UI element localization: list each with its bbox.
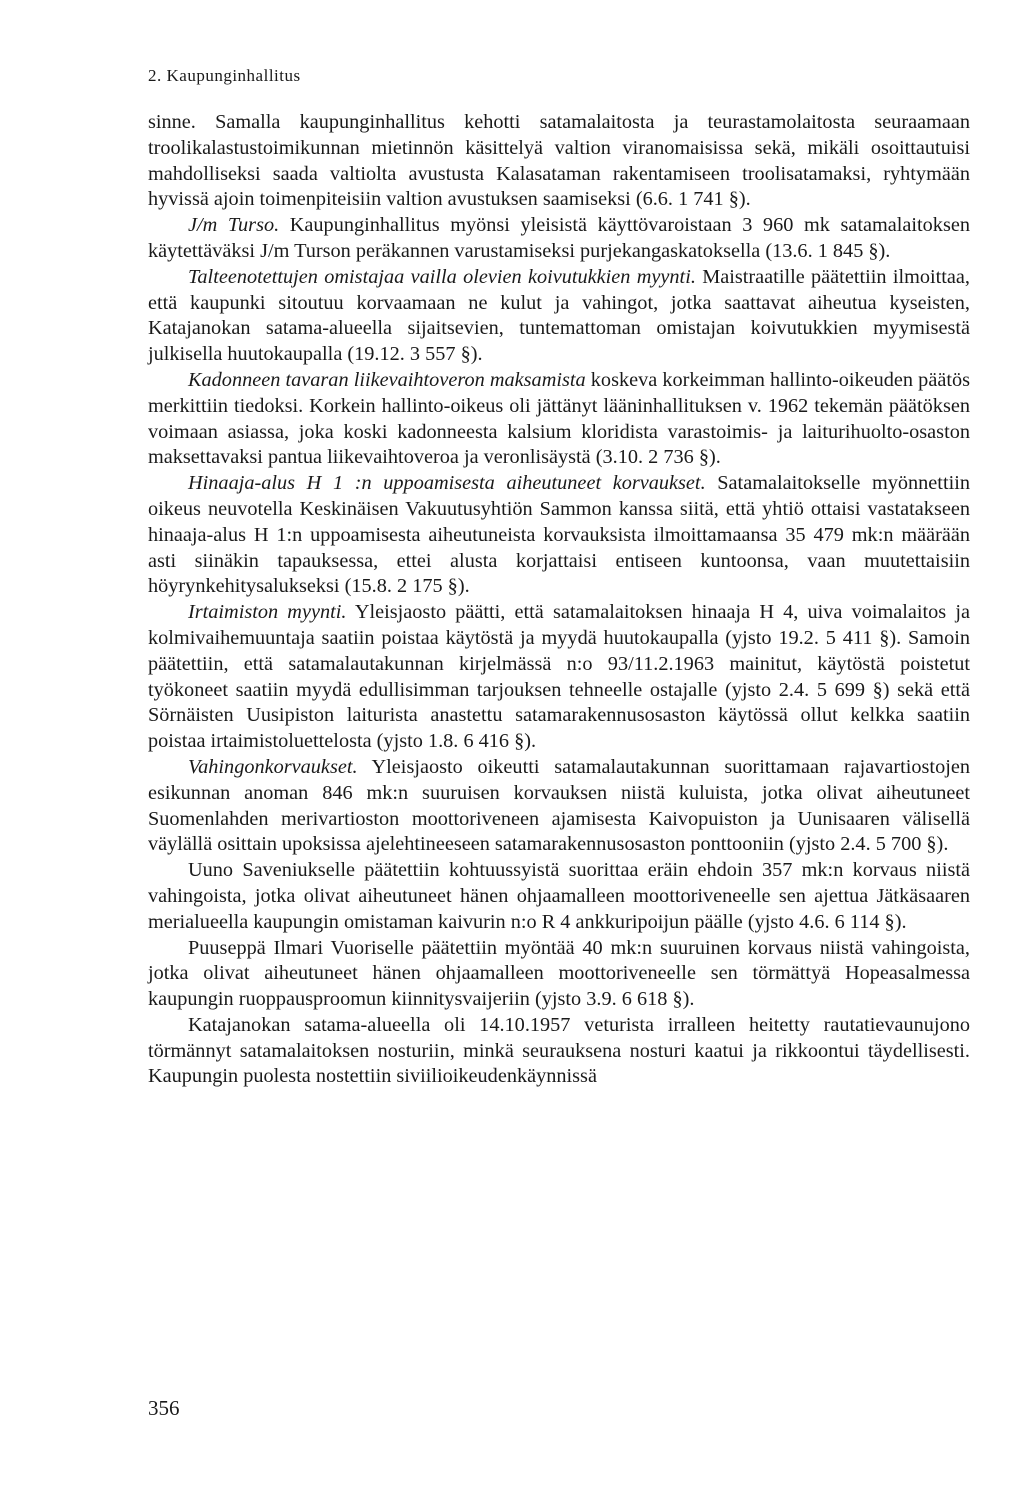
paragraph-heading: Kadonneen tavaran liikevaihtoveron maksamista — [188, 368, 586, 391]
paragraph-liikevaihtovero — [148, 368, 970, 471]
paragraph-text: Uuno Saveniukselle päätettiin kohtuussyistä suorittaa eräin ehdoin 357 mk:n korvaus niistä vahingoista, jotka olivat aiheutuneet hänen ohjaamalleen moottoriveneelle sen ajettua Jätkäsaaren merialueella kaupungin omistaman kaivurin n:o R 4 ankkuripoijun päälle (yjsto 4.6. 6 114 §). — [148, 859, 970, 933]
paragraph-heading: Hinaaja-alus H 1 :n uppoamisesta aiheutuneet korvaukset. — [188, 472, 706, 495]
paragraph-heading: Vahingonkorvaukset. — [188, 755, 358, 778]
running-head: 2. Kaupunginhallitus — [148, 66, 301, 85]
paragraph-heading: J/m Turso. — [188, 214, 280, 237]
paragraph-vahingonkorvaukset — [148, 755, 970, 858]
paragraph-text: Maistraatille päätettiin ilmoittaa, että kaupunki sitoutuu korvaamaan ne kulut ja vahingot, jotka saattavat aiheutua kyseisten, Katajanokan satama-alueella sijaitsevien, tuntemattoman omistajan koivutukkien myymisestä julkisella huutokaupalla (19.12. 3 557 §). — [148, 265, 970, 366]
paragraph-text: Katajanokan satama-alueella oli 14.10.1957 veturista irralleen heitetty rautatievaunujono törmännyt satamalaitoksen nosturiin, minkä seurauksena nosturi kaatui ja rikkoontui täydellisesti. Kaupungin puolesta nostettiin siviilioikeudenkäynnissä — [148, 1013, 970, 1088]
paragraph-text: Satamalaitokselle myönnettiin oikeus neuvotella Keskinäisen Vakuutusyhtiön Sammon kanssa siitä, että yhtiö ottaisi vastatakseen hinaaja-alus H 1:n uppoamisesta aiheutuneista korvauksista ilmoittamaansa 35 479 mk:n määrään asti siinäkin tapauksessa, ettei alusta korjattaisi entiseen kuntoonsa, vaan muutettaisiin höyrynkehitysalukseksi (15.8. 2 175 §). — [148, 472, 970, 598]
paragraph-text: koskeva korkeimman hallinto-oikeuden päätös merkittiin tiedoksi. Korkein hallinto-oikeus oli jättänyt lääninhallituksen v. 1962 tekemän päätöksen voimaan asiassa, joka koski kadonneesta kalsium kloridista varastoimis- ja laiturihuolto-osaston maksettavaksi pantua liikevaihtoveroa ja veronlisäystä (3.10. 2 736 §). — [148, 368, 970, 469]
paragraph-irtaimisto — [148, 600, 970, 755]
paragraph-continuation — [148, 110, 970, 213]
paragraph-heading: Talteenotettujen omistajaa vailla olevien koivutukkien myynti. — [188, 265, 696, 288]
page-number: 356 — [148, 1396, 180, 1420]
body-text — [148, 110, 970, 1090]
paragraph-heading: Irtaimiston myynti. — [188, 601, 347, 624]
paragraph-vuorinen — [148, 936, 970, 1013]
paragraph-katajanokka — [148, 1013, 970, 1090]
paragraph-hinaaja — [148, 471, 970, 600]
paragraph-text: Yleisjaosto oikeutti satamalautakunnan suorittamaan rajavartiostojen esikunnan anoman 846 mk:n suuruisen korvauksen niistä kuluista, jotka olivat aiheutuneet Suomenlahden merivartioston moottoriveneen ajamisesta Kaivopuiston ja Uunisaaren välisellä väylällä osittain upoksissa ajelehtineeseen satamarakennusosaston ponttooniin (yjsto 2.4. 5 700 §). — [148, 755, 970, 856]
paragraph-koivutukit — [148, 265, 970, 368]
paragraph-text: Yleisjaosto päätti, että satamalaitoksen hinaaja H 4, uiva voimalaitos ja kolmivaihemuuntaja saatiin poistaa käytöstä ja myydä huutokaupalla (yjsto 19.2. 5 411 §). Samoin päätettiin, että satamalautakunnan kirjelmässä n:o 93/11.2.1963 mainitut, käytöstä poistetut työkoneet saatiin myydä edullisimman tarjouksen tehneelle ostajalle (yjsto 2.4. 5 699 §) sekä että Sörnäisten Uusipiston laiturista anastettu satamarakennusosaston käytössä ollut kelkka saatiin poistaa irtaimistoluettelosta (yjsto 1.8. 6 416 §). — [148, 601, 970, 753]
paragraph-savenius — [148, 858, 970, 935]
paragraph-text: sinne. Samalla kaupunginhallitus kehotti satamalaitosta ja teurastamolaitosta seuraamaan troolikalastustoimikunnan mietinnön käsittelyä valtion viranomaisissa sekä, mikäli osoittautuisi mahdolliseksi saada valtiolta avustusta Kalasataman rakentamiseen troolisatamaksi, ryhtymään hyvissä ajoin toimenpiteisiin valtion avustuksen saamiseksi (6.6. 1 741 §). — [148, 111, 970, 211]
paragraph-turso — [148, 213, 970, 265]
paragraph-text: Kaupunginhallitus myönsi yleisistä käyttövaroistaan 3 960 mk satamalaitoksen käytettäväksi J/m Turson peräkannen varustamiseksi purjekangaskatoksella (13.6. 1 845 §). — [148, 214, 970, 262]
paragraph-text: Puuseppä Ilmari Vuoriselle päätettiin myöntää 40 mk:n suuruinen korvaus niistä vahingoista, jotka olivat aiheutuneet hänen ohjaamalleen moottoriveneelle sen törmättyä Hopeasalmessa kaupungin ruoppausproomun kiinnitysvaijeriin (yjsto 3.9. 6 618 §). — [148, 936, 970, 1011]
